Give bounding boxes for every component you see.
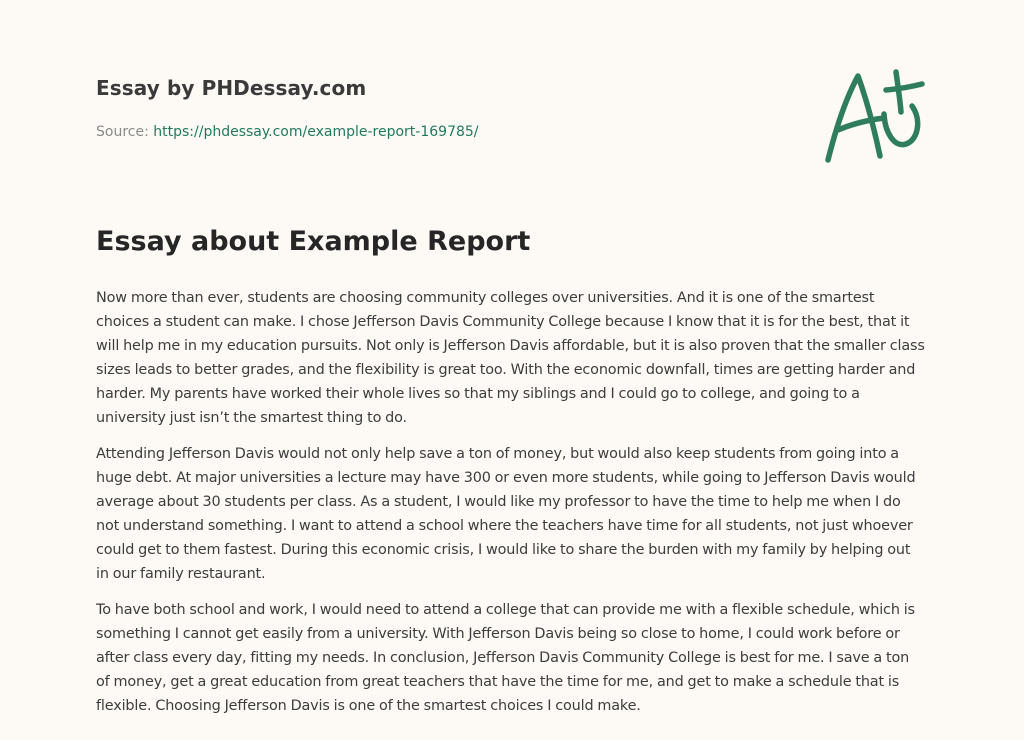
essay-paragraph: Now more than ever, students are choosing community colleges over universities. And it is one of the smartest choices a student can make. I chose Jefferson Davis Community College because I know that it is for the best, that it will help me in my education pursuits. Not only is Jefferson Davis affordable, but it is also proven that the smaller class sizes leads to better grades, and the flexibility is great too. With the economic downfall, times are getting harder and harder. My parents have worked their whole lives so that my siblings and I could go to college, and going to a university just isn’t the smartest thing to do.	[96, 290, 925, 426]
essay-title: Essay about Example Report	[96, 226, 531, 257]
site-title: Essay by PHDessay.com	[96, 76, 367, 100]
essay-body	[96, 286, 926, 730]
source-line	[96, 124, 479, 140]
source-link[interactable]: https://phdessay.com/example-report-169785/	[153, 124, 479, 140]
essay-paragraph: Attending Jefferson Davis would not only help save a ton of money, but would also keep students from going into a huge debt. At major universities a lecture may have 300 or even more students, while going to Jefferson Davis would average about 30 students per class. As a student, I would like my professor to have the time to help me when I do not understand something. I want to attend a school where the teachers have time for all students, not just whoever could get to them fastest. During this economic crisis, I would like to share the burden with my family by helping out in our family restaurant.	[96, 446, 916, 582]
source-label: Source:	[96, 124, 149, 140]
essay-page	[96, 0, 926, 740]
a-plus-grade-logo	[822, 68, 926, 164]
essay-paragraph: To have both school and work, I would need to attend a college that can provide me with a flexible schedule, which is something I cannot get easily from a university. With Jefferson Davis being so close to home, I could work before or after class every day, fitting my needs. In conclusion, Jefferson Davis Community College is best for me. I save a ton of money, get a great education from great teachers that have the time for me, and get to make a schedule that is flexible. Choosing Jefferson Davis is one of the smartest choices I could make.	[96, 602, 915, 714]
